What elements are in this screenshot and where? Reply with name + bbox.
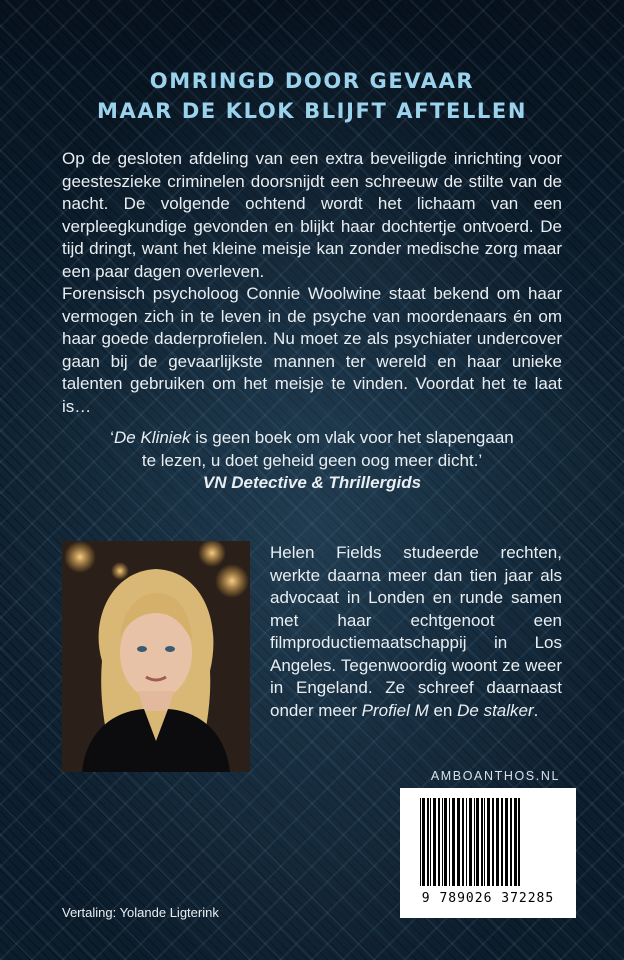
headline-line-1: OMRINGD DOOR GEVAAR bbox=[149, 69, 475, 93]
barcode-bar bbox=[427, 798, 429, 886]
translator-credit: Vertaling: Yolande Ligterink bbox=[62, 905, 219, 920]
barcode-bar bbox=[514, 798, 517, 886]
barcode-bar bbox=[501, 798, 503, 886]
quote-line-2: te lezen, u doet geheid geen oog meer dicht.’ bbox=[141, 450, 483, 470]
barcode-bar bbox=[433, 798, 436, 886]
back-cover-headline bbox=[0, 66, 624, 126]
headline-line-2: MAAR DE KLOK BLIJFT AFTELLEN bbox=[96, 99, 528, 123]
blurb-paragraph-2: Forensisch psycholoog Connie Woolwine staat bekend om haar vermogen zich in te leven in de psyche van moordenaars én om haar goede daderprofielen. Nu moet ze als psychiater undercover gaan bij de gevaarlijkste mannen ter wereld en haar unieke talenten gebruiken om het meisje te vinden. Voordat het te laat is… bbox=[62, 284, 562, 416]
barcode-bar bbox=[442, 798, 443, 886]
quote-open-mark: ‘ bbox=[110, 428, 114, 447]
quote-source: VN Detective & Thrillergids bbox=[202, 473, 422, 492]
barcode-bar bbox=[492, 798, 494, 886]
quote-line-1 bbox=[62, 427, 562, 450]
barcode-bar bbox=[481, 798, 483, 886]
author-photo bbox=[62, 541, 250, 772]
barcode-bar bbox=[510, 798, 512, 886]
barcode-bar bbox=[438, 798, 440, 886]
isbn-number: 9 789026 372285 bbox=[421, 891, 555, 906]
barcode-bar bbox=[518, 798, 520, 886]
barcode-bar bbox=[430, 798, 431, 886]
barcode-bar bbox=[505, 798, 508, 886]
quote-line-1-rest: is geen boek om vlak voor het slapengaan bbox=[190, 428, 514, 447]
barcode-bar bbox=[452, 798, 455, 886]
barcode-bar bbox=[462, 798, 464, 886]
barcode-bar bbox=[449, 798, 450, 886]
bio-joiner: en bbox=[428, 700, 458, 720]
barcode-bar bbox=[466, 798, 467, 886]
barcode-bar bbox=[444, 798, 447, 886]
bio-end: . bbox=[533, 700, 539, 720]
barcode-bar bbox=[420, 798, 421, 886]
barcode-bars bbox=[400, 788, 576, 892]
review-quote bbox=[62, 427, 562, 495]
barcode-bar bbox=[476, 798, 479, 886]
barcode-bar bbox=[487, 798, 490, 886]
barcode-bar bbox=[457, 798, 460, 886]
publisher-url: AMBOANTHOS.NL bbox=[430, 769, 560, 783]
barcode-bar bbox=[496, 798, 499, 886]
bio-text: Helen Fields studeerde rechten, werkte daarna meer dan tien jaar als advocaat in Londen en runde samen met haar echtgenoot een filmproductiemaatschappij in Los Angeles. Tegenwoordig woont ze weer in Engeland. Ze schreef daarnaast onder meer bbox=[270, 543, 562, 720]
barcode-bar bbox=[469, 798, 472, 886]
author-bio bbox=[270, 542, 562, 722]
barcode-bar bbox=[422, 798, 425, 886]
book-blurb bbox=[62, 148, 562, 418]
blurb-paragraph-1: Op de gesloten afdeling van een extra beveiligde inrichting voor geesteszieke criminelen doorsnijdt een schreeuw de stilte van de nacht. De volgende ochtend wordt het lichaam van een verpleegkundige gevonden en blijkt haar dochtertje ontvoerd. De tijd dringt, want het kleine meisje kan zonder medische zorg maar een paar dagen overleven. bbox=[62, 149, 562, 281]
quote-book-title: De Kliniek bbox=[114, 428, 191, 447]
isbn-barcode bbox=[400, 788, 576, 918]
barcode-bar bbox=[474, 798, 475, 886]
bio-book-1: Profiel M bbox=[361, 700, 429, 720]
bio-book-2: De stalker bbox=[457, 700, 534, 720]
barcode-bar bbox=[484, 798, 485, 886]
